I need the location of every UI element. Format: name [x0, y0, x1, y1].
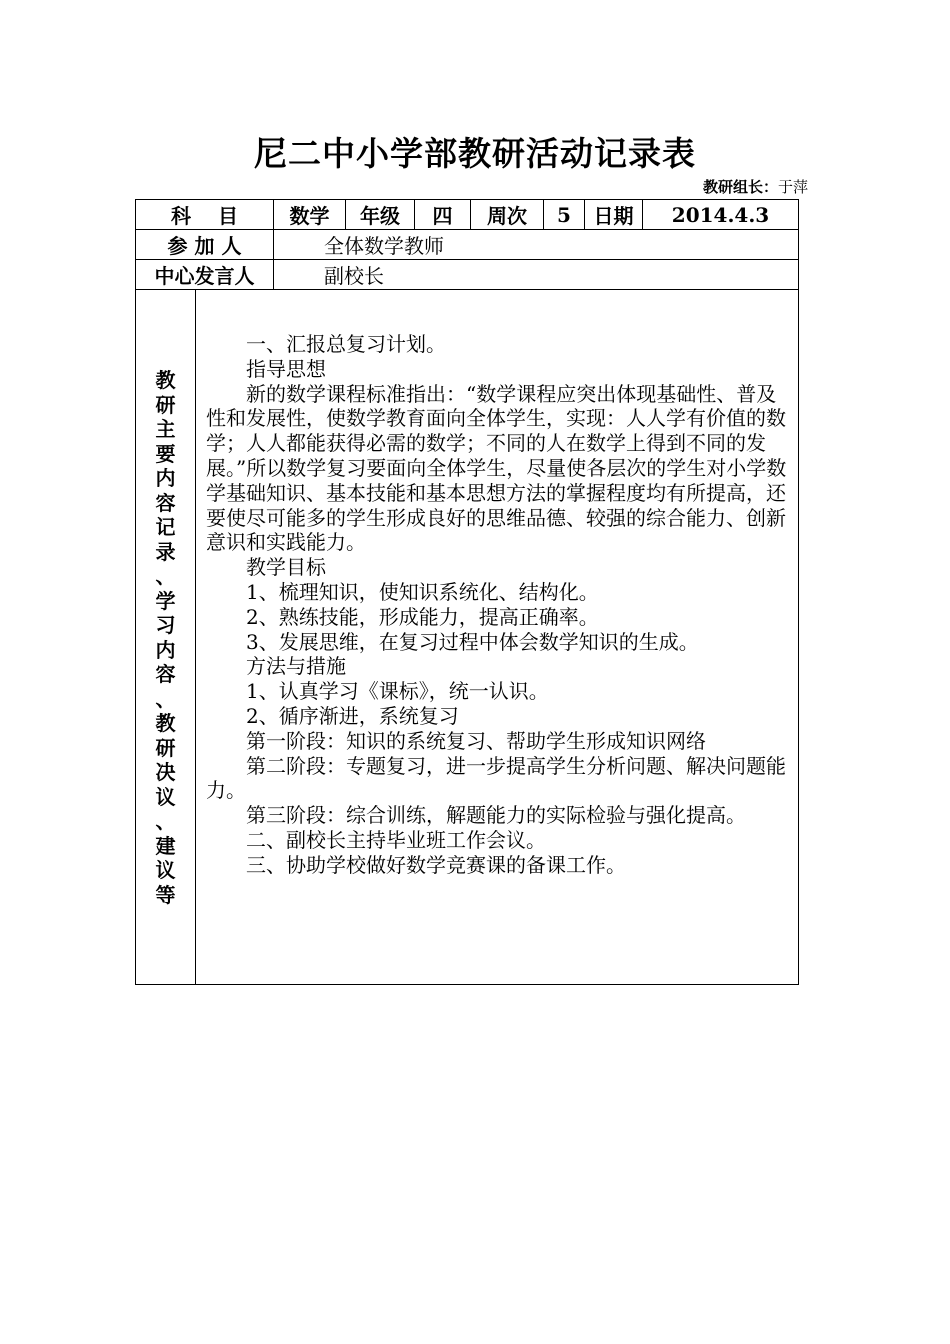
week-value: 5: [544, 200, 585, 230]
side-label-char: 主: [155, 417, 176, 441]
date-label: 日期: [585, 200, 643, 230]
side-label-char: 内: [155, 466, 176, 490]
side-label-char: 录: [155, 539, 176, 564]
side-label-char: 学: [155, 588, 176, 613]
content-body: [196, 290, 799, 985]
content-paragraph: 1、梳理知识，使知识系统化、结构化。: [246, 579, 599, 604]
content-paragraph: 指导思想: [246, 356, 326, 381]
group-leader-name: 于萍: [777, 178, 808, 196]
grade-value: 四: [415, 200, 471, 230]
side-label-char: 容: [155, 662, 176, 686]
side-label-char: 记: [155, 515, 176, 539]
side-label-char: 研: [155, 735, 176, 760]
content-paragraph: 一、汇报总复习计划。: [246, 332, 446, 356]
content-paragraph: 教学目标: [246, 555, 326, 580]
side-label-char: 建: [155, 833, 176, 858]
record-table: [135, 199, 799, 985]
group-leader: [703, 176, 808, 197]
content-paragraph: 方法与措施: [246, 654, 346, 679]
participants-value: 全体数学教师: [274, 230, 799, 260]
content-paragraph: 二、副校长主持毕业班工作会议。: [246, 827, 546, 852]
content-paragraph: 三、协助学校做好数学竞赛课的备课工作。: [246, 852, 626, 877]
side-label-char: 决: [155, 760, 176, 784]
side-label-char: 、: [155, 564, 176, 588]
subject-value: 数学: [274, 200, 346, 230]
side-label-char: 容: [155, 490, 176, 515]
speaker-label: 中心发言人: [136, 260, 274, 290]
week-label: 周次: [471, 200, 544, 230]
content-paragraph: 第三阶段：综合训练，解题能力的实际检验与强化提高。: [246, 803, 746, 828]
side-label-char: 研: [155, 392, 176, 417]
side-label-char: 要: [155, 441, 176, 466]
side-label-char: 、: [155, 809, 176, 833]
content-paragraph: 新的数学课程标准指出：“数学课程应突出体现基础性、普及性和发展性，使数学教育面向全体学生，实现：人人学有价值的数学；人人都能获得必需的数学；不同的人在数学上得到不同的发展。”所以数学复习要面向全体学生，尽量使各层次的学生对小学数学基础知识、基本技能和基本思想方法的掌握程度均有所提高，还要使尽可能多的学生形成良好的思维品德、较强的综合能力、创新意识和实践能力。: [206, 381, 787, 555]
content-paragraph: 3、发展思维，在复习过程中体会数学知识的生成。: [246, 629, 699, 654]
participants-label: 参 加 人: [136, 230, 274, 260]
side-label-char: 教: [155, 368, 176, 392]
speaker-value: 副校长: [274, 260, 799, 290]
date-value: 2014.4.3: [643, 200, 799, 230]
page-title: 尼二中小学部教研活动记录表: [254, 134, 696, 173]
group-leader-label: 教研组长：: [702, 178, 778, 196]
subject-label: 科 目: [136, 200, 274, 230]
content-paragraph: 第二阶段：专题复习，进一步提高学生分析问题、解决问题能力。: [206, 753, 786, 803]
side-label-char: 等: [155, 882, 176, 907]
side-label-char: 内: [155, 637, 176, 662]
side-label-char: 、: [155, 686, 176, 711]
content-side-label-cell: [136, 290, 196, 985]
content-side-label: [136, 368, 195, 907]
side-label-char: 议: [155, 784, 176, 809]
grade-label: 年级: [346, 200, 415, 230]
content-paragraph: 2、循序渐进，系统复习: [246, 703, 459, 728]
side-label-char: 议: [155, 858, 176, 882]
content-paragraph: 2、熟练技能，形成能力，提高正确率。: [246, 604, 599, 629]
content-paragraph: 1、认真学习《课标》，统一认识。: [246, 679, 549, 704]
content-paragraph: 第一阶段：知识的系统复习、帮助学生形成知识网络: [246, 728, 706, 753]
side-label-char: 教: [155, 711, 176, 735]
side-label-char: 习: [155, 613, 176, 637]
